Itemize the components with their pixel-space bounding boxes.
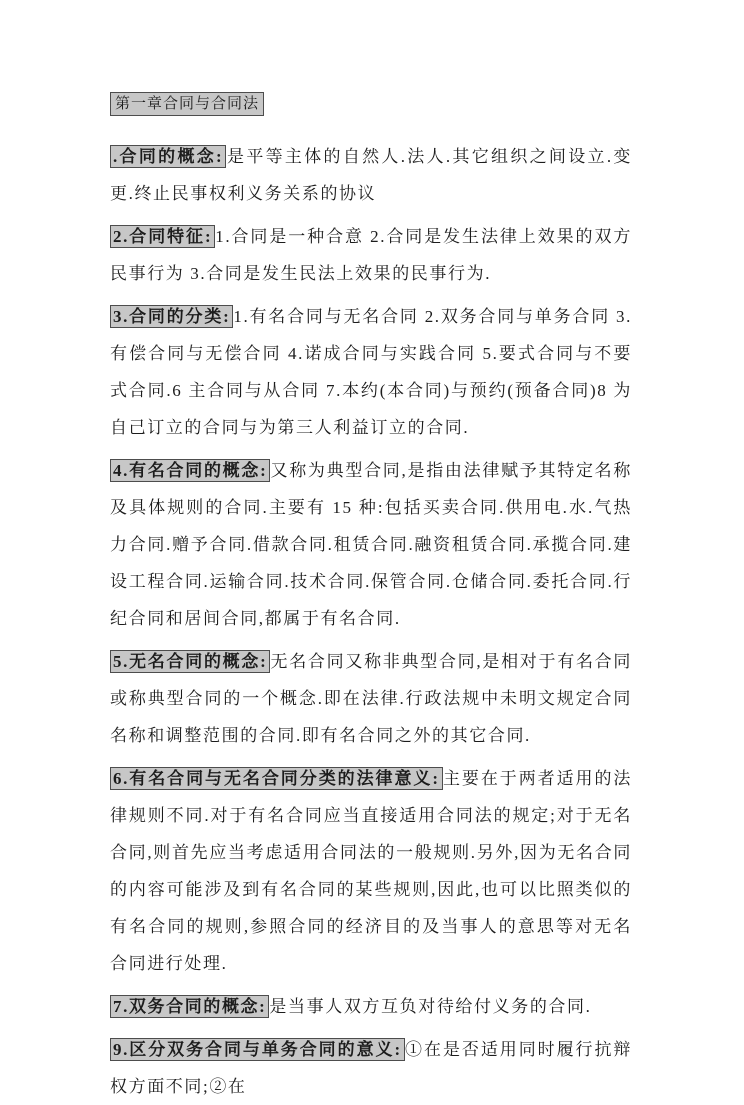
section-paragraph-3 [110,298,632,446]
section-heading-3: 3.合同的分类: [110,305,233,328]
section-paragraph-2 [110,218,632,292]
section-body-5: 无名合同又称非典型合同,是相对于有名合同或称典型合同的一个概念.即在法律.行政法规中未明文规定合同名称和调整范围的合同.即有名合同之外的其它合同. [110,652,633,745]
section-heading-6: 6.有名合同与无名合同分类的法律意义: [110,767,443,790]
section-heading-7: 7.双务合同的概念: [110,995,269,1018]
chapter-title-row [110,92,632,113]
section-paragraph-8 [110,1031,632,1105]
section-body-1: 是平等主体的自然人.法人.其它组织之间设立.变更.终止民事权利义务关系的协议 [110,147,632,203]
section-heading-8: 9.区分双务合同与单务合同的意义: [110,1038,405,1061]
section-paragraph-7 [110,988,632,1025]
section-body-3: 1.有名合同与无名合同 2.双务合同与单务合同 3.有偿合同与无偿合同 4.诺成合同与实践合同 5.要式合同与不要式合同.6 主合同与从合同 7.本约(本合同)与预约(预备合同)8 为自己订立的合同与为第三人利益订立的合同. [110,307,632,437]
section-body-2: 1.合同是一种合意 2.合同是发生法律上效果的双方民事行为 3.合同是发生民法上效果的民事行为. [110,227,632,283]
section-heading-2: 2.合同特征: [110,225,215,248]
section-heading-1: .合同的概念: [110,145,226,168]
section-heading-5: 5.无名合同的概念: [110,650,270,673]
section-heading-4: 4.有名合同的概念: [110,459,270,482]
section-paragraph-1 [110,138,632,212]
section-body-8: ①在是否适用同时履行抗辩权方面不同;②在 [110,1040,632,1096]
section-body-7: 是当事人双方互负对待给付义务的合同. [269,997,592,1016]
chapter-title: 第一章合同与合同法 [110,92,264,116]
section-paragraph-4 [110,452,632,637]
section-paragraph-5 [110,643,632,754]
section-paragraph-6 [110,760,632,982]
section-body-6: 主要在于两者适用的法律规则不同.对于有名合同应当直接适用合同法的规定;对于无名合同,则首先应当考虑适用合同法的一般规则.另外,因为无名合同的内容可能涉及到有名合同的某些规则,因此,也可以比照类似的有名合同的规则,参照合同的经济目的及当事人的意思等对无名合同进行处理. [110,769,633,973]
section-body-4: 又称为典型合同,是指由法律赋予其特定名称及具体规则的合同.主要有 15 种:包括买卖合同.供用电.水.气热力合同.赠予合同.借款合同.租赁合同.融资租赁合同.承揽合同.建设工程合同.运输合同.技术合同.保管合同.仓储合同.委托合同.行纪合同和居间合同,都属于有名合同. [110,461,633,628]
